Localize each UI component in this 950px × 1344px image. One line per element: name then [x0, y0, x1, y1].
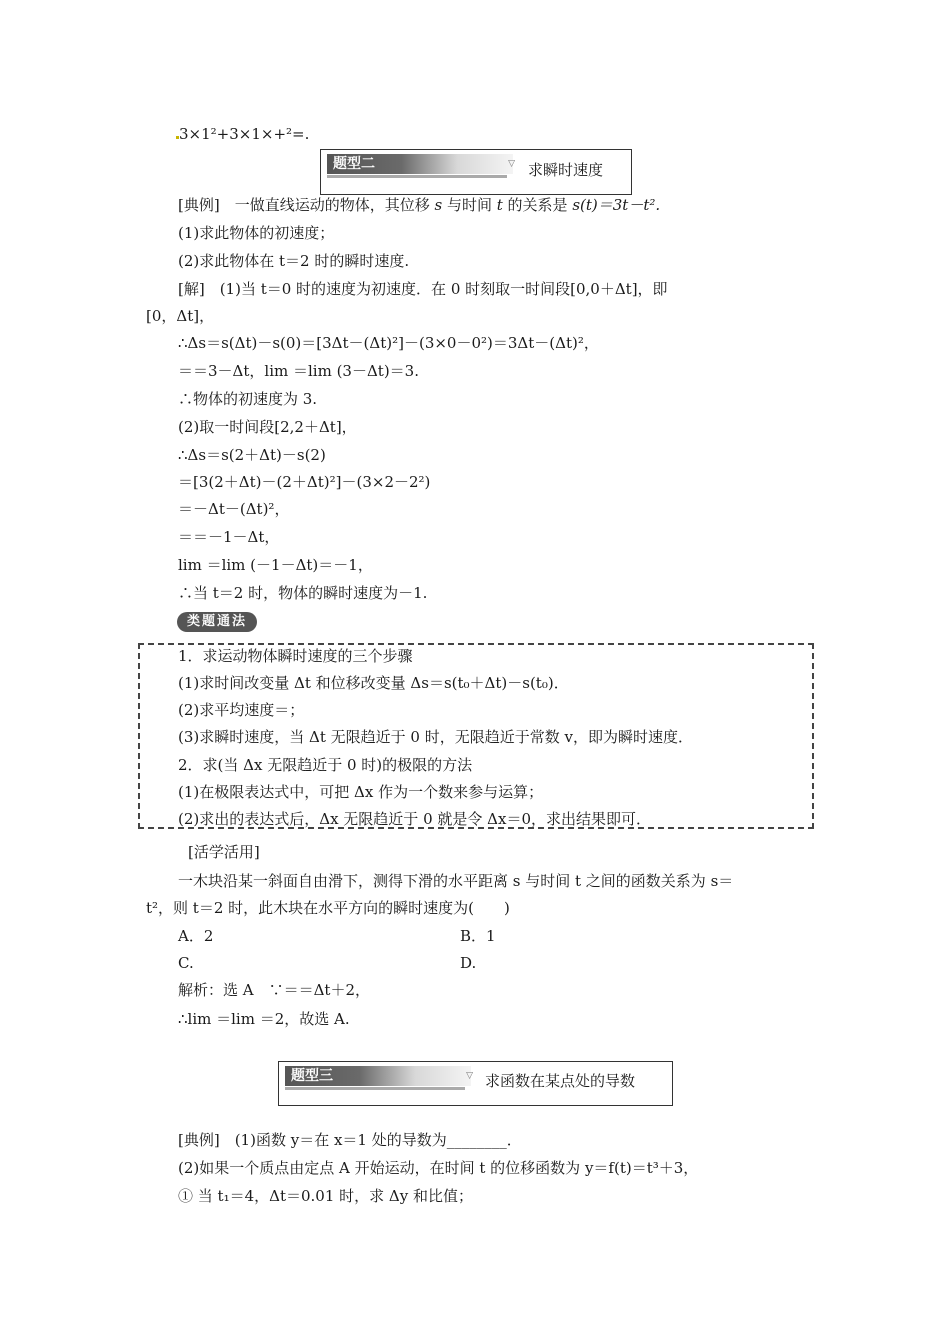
solution-line: ＝[3(2＋Δt)－(2＋Δt)²]－(3×2－2²)	[178, 473, 431, 491]
solution-line: ∴当 t＝2 时，物体的瞬时速度为－1.	[178, 584, 428, 602]
answer-line: ∴lim ＝lim ＝2，故选 A.	[178, 1010, 350, 1028]
option-c: C.	[178, 954, 194, 972]
option-d: D.	[460, 954, 477, 972]
option-a: A．2	[178, 927, 214, 945]
example3-line: [典例] (1)函数 y＝在 x＝1 处的导数为________．	[178, 1131, 522, 1149]
tag-underline	[327, 175, 507, 178]
method-line: 2．求(当 Δx 无限趋近于 0 时)的极限的方法	[178, 756, 473, 774]
question-1: (1)求此物体的初速度；	[178, 224, 335, 242]
solution-line: [解] (1)当 t＝0 时的速度为初速度．在 0 时刻取一时间段[0,0＋Δt]，即	[178, 280, 668, 298]
method-line: 1．求运动物体瞬时速度的三个步骤	[178, 647, 413, 665]
method-line: (2)求平均速度＝；	[178, 701, 305, 719]
method-badge: 类题通法	[177, 612, 257, 632]
method-line: (1)在极限表达式中，可把 Δx 作为一个数来参与运算；	[178, 783, 544, 801]
top-formula: 3×1²+3×1×+²=.	[176, 124, 309, 144]
section-header-3	[278, 1061, 673, 1106]
solution-line: ＝－Δt－(Δt)²，	[178, 500, 290, 518]
solution-line: ∴Δs＝s(2＋Δt)－s(2)	[178, 446, 326, 464]
method-line: (1)求时间改变量 Δt 和位移改变量 Δs＝s(t₀＋Δt)－s(t₀)．	[178, 674, 569, 692]
solution-line: ∴Δs＝s(Δt)－s(0)＝[3Δt－(Δt)²]－(3×0－0²)＝3Δt－(Δt)²，	[178, 334, 599, 352]
answer-line: 解析：选 A ∵＝＝Δt＋2，	[178, 981, 371, 999]
practice-question: 一木块沿某一斜面自由滑下，测得下滑的水平距离 s 与时间 t 之间的函数关系为 s＝	[178, 872, 734, 890]
section-header-2	[320, 149, 632, 195]
solution-line: ∴物体的初速度为 3.	[178, 390, 318, 408]
option-b: B．1	[460, 927, 496, 945]
solution-line: ＝＝3－Δt，lim ＝lim (3－Δt)＝3.	[178, 362, 419, 380]
section-title: 求函数在某点处的导数	[485, 1072, 636, 1090]
question-2: (2)求此物体在 t＝2 时的瞬时速度.	[178, 252, 410, 270]
method-line: (2)求出的表达式后，Δx 无限趋近于 0 就是令 Δx＝0，求出结果即可．	[178, 810, 651, 828]
solution-line: (2)取一时间段[2,2＋Δt]，	[178, 418, 357, 436]
solution-line: lim ＝lim (－1－Δt)＝－1，	[178, 556, 373, 574]
tag-underline	[285, 1087, 465, 1090]
solution-line: [0，Δt]，	[146, 307, 215, 325]
section-tag: 题型三 ▽	[285, 1066, 471, 1086]
example-intro: [典例] 一做直线运动的物体，其位移 s 与时间 t 的关系是 s(t)＝3t－t².	[178, 196, 661, 214]
practice-heading: [活学活用]	[188, 843, 260, 861]
example3-line: ① 当 t₁＝4，Δt＝0.01 时，求 Δy 和比值；	[178, 1187, 473, 1205]
method-line: (3)求瞬时速度，当 Δt 无限趋近于 0 时，无限趋近于常数 v，即为瞬时速度．	[178, 728, 693, 746]
solution-line: ＝＝－1－Δt，	[178, 528, 280, 546]
tag-notch-icon: ▽	[508, 159, 515, 169]
practice-question: t²，则 t＝2 时，此木块在水平方向的瞬时速度为( )	[146, 899, 510, 917]
tag-notch-icon: ▽	[466, 1071, 473, 1081]
section-tag: 题型二 ▽	[327, 154, 513, 174]
example3-line: (2)如果一个质点由定点 A 开始运动，在时间 t 的位移函数为 y＝f(t)＝t³＋3，	[178, 1159, 699, 1177]
section-title: 求瞬时速度	[528, 161, 604, 179]
